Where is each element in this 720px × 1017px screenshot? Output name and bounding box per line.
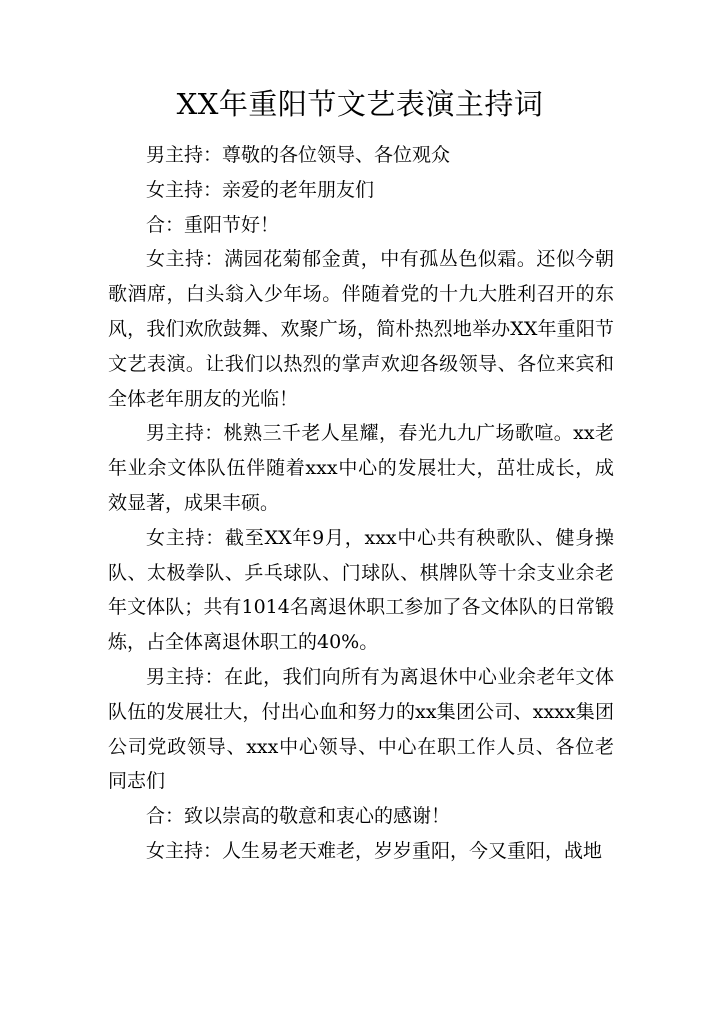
paragraph-4: 女主持：满园花菊郁金黄，中有孤丛色似霜。还似今朝歌酒席，白头翁入少年场。伴随着党的十九大胜利召开的东风，我们欢欣鼓舞、欢聚广场，简朴热烈地举办XX年重阳节文艺表演。让我们以热烈的掌声欢迎各级领导、各位来宾和全体老年朋友的光临！	[108, 248, 614, 410]
paragraph-9: 女主持：人生易老天难老，岁岁重阳，今又重阳，战地	[146, 839, 603, 862]
paragraph-1: 男主持：尊敬的各位领导、各位观众	[146, 144, 451, 166]
document-body	[108, 138, 614, 869]
document-title: XX年重阳节文艺表演主持词	[176, 87, 544, 121]
paragraph-6: 女主持：截至XX年9月，xxx中心共有秧歌队、健身操队、太极拳队、乒乓球队、门球队、棋牌队等十余支业余老年文体队；共有1014名离退休职工参加了各文体队的日常锻炼，占全体离退休职工的40%。	[108, 526, 614, 654]
paragraph-5: 男主持：桃熟三千老人星耀，春光九九广场歌喧。xx老年业余文体队伍伴随着xxx中心的发展壮大，茁壮成长，成效显著，成果丰硕。	[108, 422, 614, 514]
paragraph-8: 合：致以崇高的敬意和衷心的感谢！	[146, 805, 451, 828]
paragraph-3: 合：重阳节好！	[146, 213, 280, 236]
paragraph-7: 男主持：在此，我们向所有为离退休中心业余老年文体队伍的发展壮大，付出心血和努力的xx集团公司、xxxx集团公司党政领导、xxx中心领导、中心在职工作人员、各位老同志们	[108, 665, 614, 793]
paragraph-2: 女主持：亲爱的老年朋友们	[146, 178, 375, 201]
